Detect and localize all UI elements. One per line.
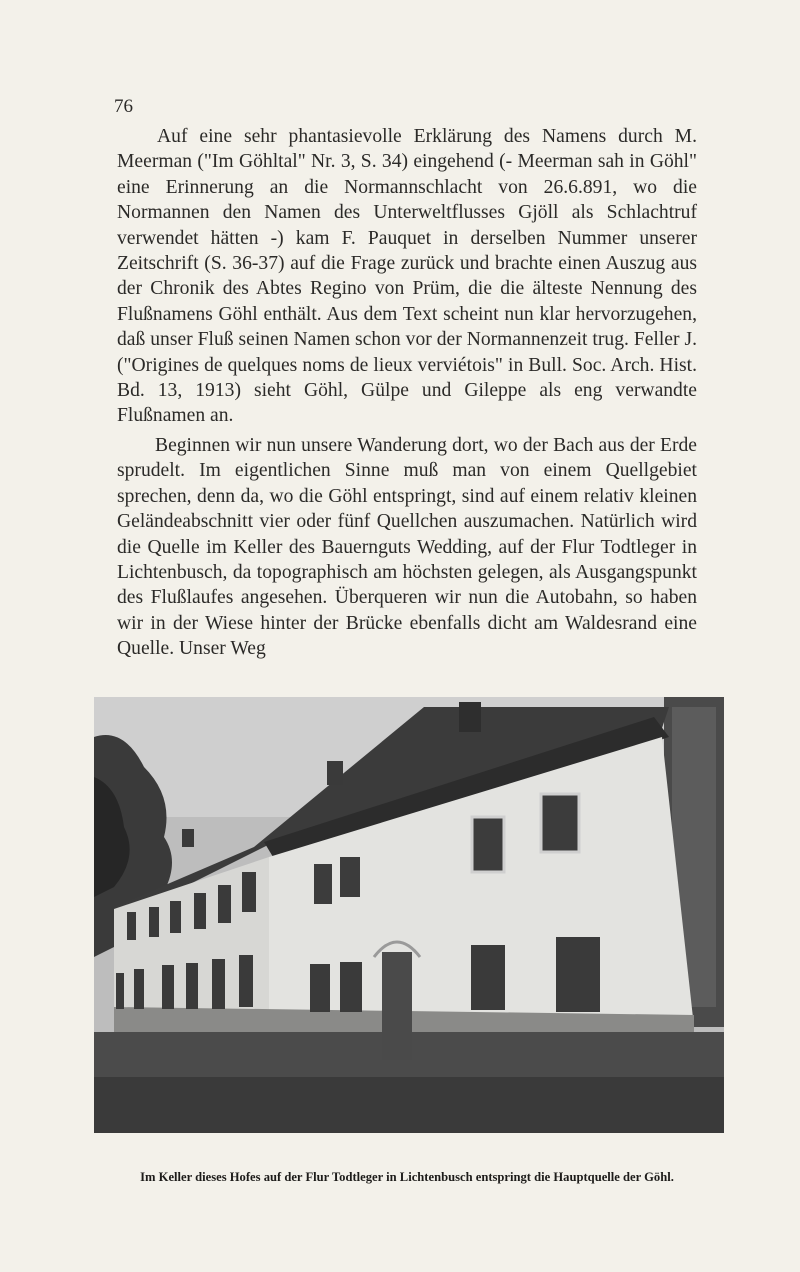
farmhouse-photo [94, 697, 724, 1133]
body-text [117, 124, 697, 662]
page-number: 76 [114, 96, 133, 117]
photo-caption: Im Keller dieses Hofes auf der Flur Todtleger in Lichtenbusch entspringt die Hauptquelle der Göhl. [140, 1170, 674, 1184]
paragraph-1: Auf eine sehr phantasievolle Erklärung des Namens durch M. Meerman ("Im Göhltal" Nr. 3, S. 34) eingehend (- Meerman sah in Göhl" eine Erinnerung an die Normannschlacht von 26.6.891, wo die Normannen den Namen des Unterweltflusses Gjöll als Schlachtruf verwendet hätten -) kam F. Pauquet in derselben Nummer unserer Zeitschrift (S. 36-37) auf die Frage zurück und brachte einen Auszug aus der Chronik des Abtes Regino von Prüm, die die älteste Nennung des Flußnamens Göhl enthält. Aus dem Text scheint nun klar hervorzugehen, daß unser Fluß seinen Namen schon vor der Normannenzeit trug. Feller J. ("Origines de quelques noms de lieux verviétois" in Bull. Soc. Arch. Hist. Bd. 13, 1913) sieht Göhl, Gülpe und Gileppe als eng verwandte Flußnamen an. [117, 126, 697, 427]
paragraph-2: Beginnen wir nun unsere Wanderung dort, wo der Bach aus der Erde sprudelt. Im eigentlichen Sinne muß man von einem Quellgebiet sprechen, denn da, wo die Göhl entspringt, sind auf einem relativ kleinen Geländeabschnitt vier oder fünf Quellchen auszumachen. Natürlich wird die Quelle im Keller des Bauernguts Wedding, auf der Flur Todtleger in Lichtenbusch, da topographisch am höchsten gelegen, als Ausgangspunkt des Flußlaufes angesehen. Überqueren wir nun die Autobahn, so haben wir in der Wiese hinter der Brücke ebenfalls dicht am Waldesrand eine Quelle. Unser Weg [117, 434, 697, 660]
